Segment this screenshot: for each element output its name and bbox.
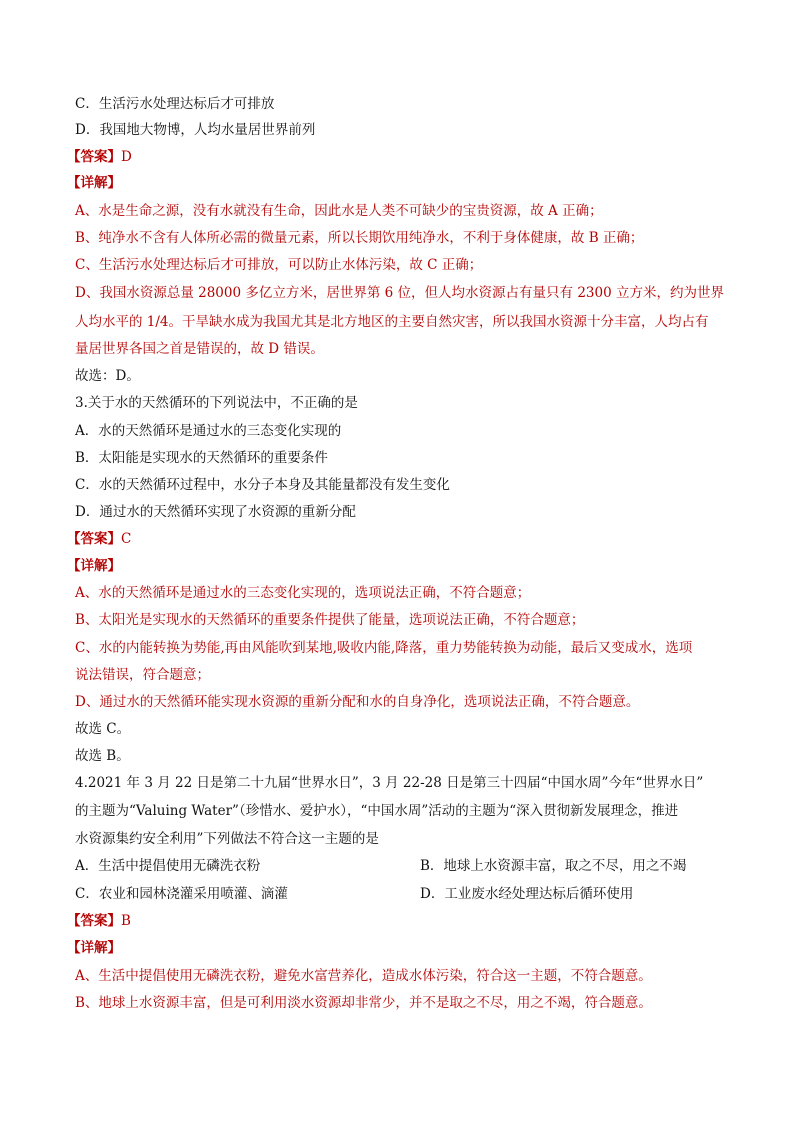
detail-label: 【详解】 bbox=[67, 940, 121, 956]
answer-value: D bbox=[121, 149, 132, 165]
q3-detail-a: A、水的天然循环是通过水的三态变化实现的，选项说法正确，不符合题意； bbox=[75, 585, 531, 601]
q3-detail-c-line2: 说法错误，符合题意； bbox=[75, 667, 210, 683]
q4-detail-label bbox=[67, 938, 727, 958]
q4-stem-line3: 水资源集约安全利用”下列做法不符合这一主题的是 bbox=[75, 831, 379, 847]
q3-conclusion-2: 故选 B。 bbox=[75, 748, 130, 764]
q4-detail-a: A、生活中提倡使用无磷洗衣粉，避免水富营养化，造成水体污染，符合这一主题，不符合题意。 bbox=[75, 968, 652, 984]
detail-label: 【详解】 bbox=[67, 175, 121, 191]
q4-option-d: D．工业废水经处理达标后循环使用 bbox=[420, 886, 634, 902]
q3-detail-b: B、太阳光是实现水的天然循环的重要条件提供了能量，选项说法正确，不符合题意； bbox=[75, 612, 585, 628]
q3-detail-d: D、通过水的天然循环能实现水资源的重新分配和水的自身净化，选项说法正确，不符合题意。 bbox=[75, 694, 640, 710]
q3-option-a: A．水的天然循环是通过水的三态变化实现的 bbox=[75, 423, 342, 439]
detail-label: 【详解】 bbox=[67, 558, 121, 574]
q2-option-d: D．我国地大物博，人均水量居世界前列 bbox=[75, 122, 316, 138]
q3-detail-label bbox=[67, 556, 727, 576]
q3-detail-c-line1: C、水的内能转换为势能,再由风能吹到某地,吸收内能,降落，重力势能转换为动能，最后又变成水，选项 bbox=[75, 640, 693, 656]
answer-label: 【答案】 bbox=[67, 149, 121, 165]
q2-detail-d-line3: 量居世界各国之首是错误的，故 D 错误。 bbox=[75, 341, 324, 357]
q3-answer bbox=[67, 529, 727, 549]
q4-stem-line2: 的主题为“Valuing Water”（珍惜水、爱护水），“中国水周”活动的主题为“深入贯彻新发展理念，推进 bbox=[75, 803, 679, 819]
q3-option-b: B．太阳能是实现水的天然循环的重要条件 bbox=[75, 450, 328, 466]
q2-option-c: C．生活污水处理达标后才可排放 bbox=[75, 96, 275, 112]
q4-option-c: C．农业和园林浇灌采用喷灌、滴灌 bbox=[75, 886, 288, 902]
q4-stem-line1: 4.2021 年 3 月 22 日是第二十九届“世界水日”，3 月 22-28 日是第三十四届“中国水周”今年“世界水日” bbox=[75, 775, 704, 791]
answer-label: 【答案】 bbox=[67, 913, 121, 929]
q4-detail-b: B、地球上水资源丰富，但是可利用淡水资源却非常少，并不是取之不尽，用之不竭，符合题意。 bbox=[75, 995, 652, 1011]
q2-detail-d-line2: 人均水平的 1/4。干旱缺水成为我国尤其是北方地区的主要自然灾害，所以我国水资源十分丰富，人均占有 bbox=[75, 314, 709, 330]
q2-detail-c: C、生活污水处理达标后才可排放，可以防止水体污染，故 C 正确； bbox=[75, 257, 483, 273]
q3-option-c: C．水的天然循环过程中，水分子本身及其能量都没有发生变化 bbox=[75, 477, 450, 493]
answer-value: C bbox=[121, 531, 132, 547]
q2-detail-label bbox=[67, 173, 727, 193]
q4-options-row2 bbox=[75, 884, 735, 904]
q2-conclusion: 故选：D。 bbox=[75, 368, 140, 384]
answer-label: 【答案】 bbox=[67, 531, 121, 547]
q2-detail-d-line1: D、我国水资源总量 28000 多亿立方米，居世界第 6 位，但人均水资源占有量只有 2300 立方米，约为世界 bbox=[75, 285, 724, 301]
q4-options-row1 bbox=[75, 856, 735, 876]
q4-answer bbox=[67, 911, 727, 931]
q4-option-a: A．生活中提倡使用无磷洗衣粉 bbox=[75, 858, 261, 874]
q3-option-d: D．通过水的天然循环实现了水资源的重新分配 bbox=[75, 504, 356, 520]
q2-detail-b: B、纯净水不含有人体所必需的微量元素，所以长期饮用纯净水，不利于身体健康，故 B 正确； bbox=[75, 230, 644, 246]
answer-value: B bbox=[121, 913, 131, 929]
q3-stem: 3.关于水的天然循环的下列说法中，不正确的是 bbox=[75, 395, 358, 411]
q3-conclusion-1: 故选 C。 bbox=[75, 721, 131, 737]
q2-detail-a: A、水是生命之源，没有水就没有生命，因此水是人类不可缺少的宝贵资源，故 A 正确； bbox=[75, 203, 603, 219]
q4-option-b: B．地球上水资源丰富，取之不尽，用之不竭 bbox=[420, 858, 687, 874]
q2-answer bbox=[67, 147, 727, 167]
